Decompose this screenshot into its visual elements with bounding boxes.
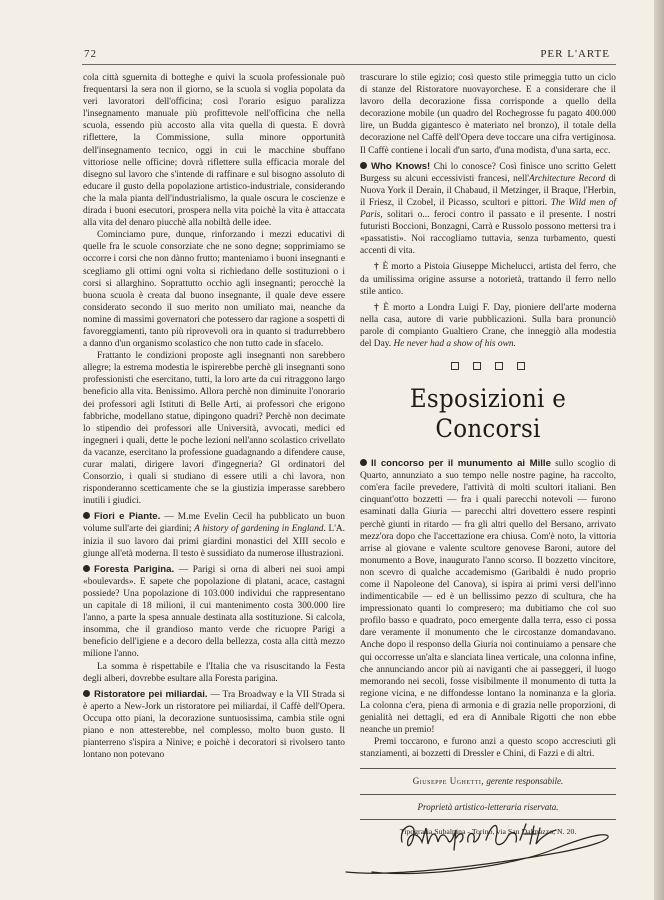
manager-role: gerente responsabile.: [486, 776, 564, 787]
news-item-fiori: Fiori e Piante. — M.me Evelin Cecil ha pubblicato un buon volume sull'arte dei giardini; A history of gardening in England. L'A. inizia il suo lavoro dai primi giardini monastici del XIII secolo e giunge all'età moderna. Il testo è sussidiato da numerose illustrazioni.: [83, 511, 346, 559]
manager-name: Giuseppe Ughetti,: [412, 776, 485, 787]
news-heading: Ristoratore pei miliardai.: [94, 688, 208, 700]
news-heading: Foresta Parigina.: [94, 563, 175, 575]
news-item-ristoratore: Ristoratore pei miliardai. — Tra Broadway e la VII Strada si è aperto a New-Jork un ristoratore pei miliardai, il Caffè dell'Opera. Occupa otto piani, la decorazione suntuosissima, cambia stile ogni piano e non attesterebbe, nel complesso, molto buon gusto. Il pianterreno s'ispira a Ninive; e poichè i decoratori si rivolsero tanto lontano non potevano: [83, 688, 346, 761]
obituary-item: † È morto a Pistoia Giuseppe Michelucci, artista del ferro, che da umilissima origine assurse a notorietà, trattando il ferro nello stile antico.: [360, 262, 617, 297]
left-column: [83, 72, 345, 761]
rights-notice: Proprietà artistico-letteraria riservata.: [417, 801, 559, 812]
obituary-item: † È morto a Londra Luigi F. Day, pioniere dell'arte moderna nella casa, autore di varie pubblicazioni. Sulla bara pronunciò parole di compianto Gualtiero Crane, che inneggiò alla modestia del Day. He never had a show of his own.: [360, 302, 616, 349]
page-edge-shadow: [654, 0, 664, 900]
news-heading: Who Knows!: [371, 160, 431, 172]
printer-line: Tipografia Subalpina - Torino, via San Dalmazzo, N. 20.: [399, 826, 577, 836]
news-item-who-knows: Who Knows! Chi lo conosce? Così finisce uno scritto Gelett Burgess su alcuni eccessivisti francesi, nell'Architecture Record di Nuova York il Derain, il Chabaud, il Metzinger, il Braque, l'Herbin, il Friesz, il Czobel, il Picasso, scultori e pittori. The Wild men of Paris, solitari o... feroci contro il passato e il presente. I nostri futuristi Boccioni, Bonzagni, Carrà e Russolo possono mettersi tra i «passatisti». Noi raccogliamo tuttavia, senza turbamento, questi accenti di vita.: [360, 160, 616, 257]
paragraph: trascurare lo stile egizio; così questo stile primeggia tutto un ciclo di stanze del Ristoratore nuovayorchese. E a considerare che il lavoro della decorazione fissa corrisponde a quello della decorazione mobile (un quadro del Rochegrosse fu pagato 400.000 lire, un Budda gigantesco è materiato nel bronzo), il totale della decorazione nel Caffè dell'Opera deve toccare una cifra vertiginosa. Il Caffè contiene i locali d'un sarto, d'una modista, d'una sarta, ecc.: [360, 73, 616, 156]
manager-line: [360, 769, 616, 793]
signature-flourish: [342, 832, 616, 878]
paragraph: Frattanto le condizioni proposte agli insegnanti non sarebbero allegre; la estrema modestia le ispirerebbe perchè gli insegnanti sono professionisti che esercitano, tutti, la loro arte da cui ritraggono largo beneficio alla vita. Benissimo. Allora perchè non diminuite l'onorario dei professori agli Istituti di Belle Arti, ai professori che erigono fabbriche, modellano statue, dipingono quadri? Perchè non decimate lo stipendio dei professori alle Università, avvocati, medici ed ingegneri i quali, dette le poche lezioni nell'anno scolastico crivellato da vacanze, esercitano la professione guadagnando a difendere cause, curar malati, dirigere lavori d'ingegneria? Gl ordinatori del Consorzio, i quali si studiano di essere utili a chi lavora, non risponderanno scetticamente che se la giustizia imperasse sarebbero inutili i giudici.: [83, 351, 345, 507]
cross-icon: †: [374, 302, 381, 313]
square-ornament-icon: [495, 362, 503, 370]
paragraph: Cominciamo pure, dunque, rinforzando i mezzi educativi di quelle fra le scuole consorziate che ne sono degne; sopprimiamo se occorre i corsi che non dànno frutto; manteniamo i buoni insegnanti e scegliamo gli ottimi ogni volta si richiedano delle sostituzioni o i corsi si allarghino. Soprattutto occhio agli insegnanti; perocchè la buona scuola è creata dal buono insegnante, il quale deve essere considerato secondo il suo merito non umiliato mai, neanche da nomine di massimi governatori che potessero dar ragione a sospetti di favoreggiamenti, tanto più riprovevoli ora in quanto si tradurrebbero a danno d'un organismo scolastico che non tutto cade in sfacelo.: [83, 230, 345, 350]
page-number: 72: [84, 48, 97, 60]
news-item-concorso: Il concorso per il munumento ai Mille sullo scoglio di Quarto, annunziato a suo tempo nelle nostre pagine, ha raccolto, com'era facile prevedere, l'attività di molti scultori italiani. Ben cinquant'otto bozzetti — fra i quali parecchi notevoli — furono esaminati dalla Giuria — parecchi altri dovettero essere respinti perchè giunti in ritardo — fra gli altri quello del Bersano, arrivato mezz'ora dopo che l'accettazione era chiusa. Com'è noto, la vittoria arrise al giovane e valente scultore genovese Baroni, autore del monumento a Bove, inaugurato l'anno scorso. Il bozzetto vincitore, non scevro di qualche accademismo (Garibaldi è nudo proprio come il Napoleone del Canova), si ispira ai primi versi dell'inno indimenticabile — ed è un bellissimo pezzo di scultura, che ha impressionato quanti lo compresero; ma dubitiamo che col suo profilo basso e quadrato, poco emergente dalla terra, esso ci possa dare veramente il monumento che le circostanze domandavano. Anche dopo il responso della Giuria noi continuiamo a pensare che qui occorresse un'alta e slanciata linea verticale, una colonna infine, che annunciando ancor più ai naviganti che ai passeggeri, il luogo memorando nei secoli, fosse visibilmente il monumento di tutta la regione vicina, e ne diffondesse lontano la nominanza e la gloria. La colonna c'era, piena di armonia e di grazia nelle proporzioni, di genialità nei dettagli, ed era di Annibale Rigotti che non ebbe neanche un premio!: [360, 458, 617, 736]
square-ornament-icon: [451, 362, 459, 370]
square-ornament-icon: [517, 362, 525, 370]
book-title: A history of gardening in England: [194, 524, 324, 535]
cross-icon: †: [374, 262, 380, 273]
journal-title: PER L'ARTE: [540, 48, 610, 60]
paragraph: La somma è rispettabile e l'Italia che va risuscitando la Festa degli alberi, dovrebbe esultare alla Foresta parigina.: [83, 661, 345, 684]
bullet-icon: [83, 565, 90, 572]
paragraph: cola città sguernita di botteghe e quivi la scuola professionale può frequentarsi la sera non il giorno, se la scuola si voglia popolata da veri lavoratori dell'officina; così l'orario esiguo paralizza l'insegnamento manuale più profittevole nell'officina che nella scuola, essendo più accosto alla vita quella di questa. E dovrà riflettere, la Commissione, sulla minore opportunità dell'insegnamento tecnico, oggi in cui le macchine sbuffano vittoriose nelle officine; dovrà riflettere sulla efficacia morale del disegno sul lavoro che s'intende di raffinare e sul bisogno assoluto di educare il gusto della popolazione artistico-industriale, considerando che la mala pianta dell'industrialismo, la quale oscura le coscienze e dirada i buoni esecutori, prospera nella vita poichè la vita è attaccata alla vita del denaro piucchè alla nobiltà delle idee.: [83, 73, 345, 229]
news-item-foresta: Foresta Parigina. — Parigi si orna di alberi nei suoi ampi «boulevards». E sapete che popolazione di platani, acace, castagni possiede? Una popolazione di 103.000 individui che rappresentano un capitale di 18 milioni, il cui mantenimento costa 300.000 lire l'anno, a parte la spesa annuale destinata alla sostituzione. Si calcola, insomma, che il grandioso manto verde che ricuopre Parigi a beneficio dell'igiene e a decoro della bellezza, costa alla città mezzo milione l'anno.: [83, 563, 346, 660]
ornament-separator: [360, 362, 616, 370]
right-column: [360, 72, 616, 844]
article-title: The Wild men of Paris: [360, 197, 616, 221]
header-rule: [82, 64, 616, 65]
bullet-icon: [360, 459, 367, 466]
bullet-icon: [83, 690, 90, 697]
section-title: Esposizioni e Concorsi: [409, 384, 567, 444]
bullet-icon: [360, 162, 367, 169]
news-heading: Il concorso per il munumento ai Mille: [371, 458, 551, 470]
square-ornament-icon: [473, 362, 481, 370]
paragraph: Premi toccarono, e furono anzi a questo scopo accresciuti gli stanziamenti, ai bozzetti di Dressler e Chini, di Fazzi e di altri.: [360, 737, 616, 760]
bullet-icon: [83, 512, 90, 519]
journal-name: Architecture Record: [528, 173, 606, 184]
news-heading: Fiori e Piante.: [94, 511, 161, 523]
quote: He never had a show of his own.: [393, 338, 516, 349]
